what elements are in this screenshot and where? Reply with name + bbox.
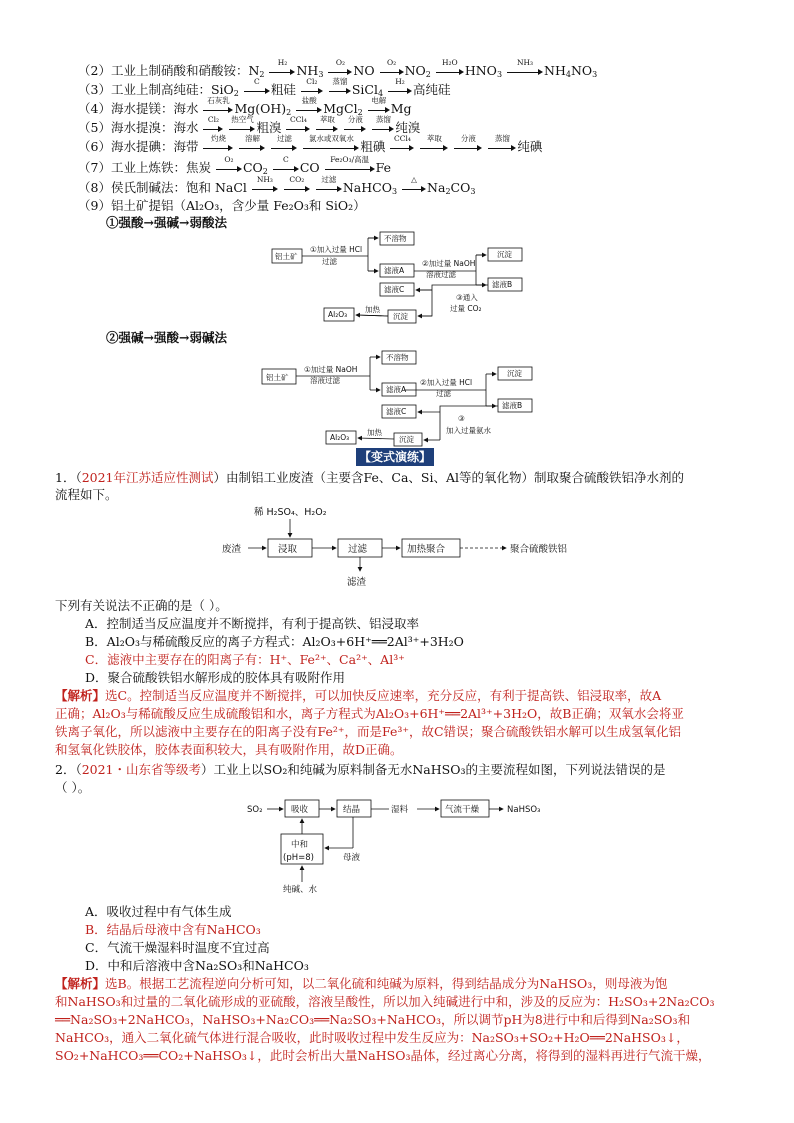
q2-flow-diagram — [245, 796, 575, 896]
q2-analysis-2: 和NaHSO₃和过量的二氧化硫形成的亚硫酸，溶液呈酸性，所以加入纯碱进行中和，涉及的反应为：H₂SO₃+2Na₂CO₃ — [55, 994, 715, 1009]
q2-analysis-5: SO₂+NaHCO₃══CO₂+NaHSO₃↓，此时会析出大量NaHSO₃晶体，经过离心分离，将得到的湿料再进行气流干燥， — [55, 1048, 711, 1063]
arrow: Fe₂O₃/高温 — [325, 160, 375, 175]
arrow: 溶解 — [239, 139, 265, 154]
arrow: 石灰乳 — [203, 101, 233, 116]
step-2-sub: 溶液过滤 — [426, 270, 456, 279]
node-filtrate-c: 滤液C — [386, 407, 407, 416]
step-1-label: ①加过量 NaOH — [304, 365, 358, 374]
q2-option-c: C．气流干燥湿料时温度不宜过高 — [85, 940, 270, 955]
item-7: （7）工业上炼铁：焦炭 O₂ $CO_2$ C CO Fe₂O₃/高温 Fe — [78, 155, 392, 176]
node-bauxite: 铝土矿 — [266, 373, 289, 382]
q2-stem: 2．（2021・山东省等级考）工业上以SO₂和纯碱为原料制备无水NaHSO₃的主要流程如图，下列说法错误的是 — [55, 762, 666, 777]
arrow: 盐酸 — [296, 101, 322, 116]
q1-ask: 下列有关说法不正确的是（ ）。 — [55, 598, 228, 613]
arrow: CCl₄ — [390, 139, 414, 154]
step-2-label: ②加入过量 HCl — [420, 378, 473, 387]
q1-source: 2021年江苏适应性测试 — [81, 470, 214, 485]
node-alumina: Al₂O₃ — [328, 310, 348, 319]
heat-label: 加热 — [365, 305, 380, 314]
practice-banner: 【变式演练】 — [356, 448, 434, 466]
q2-analysis-1: 【解析】选B。根据工艺流程逆向分析可知，以二氧化硫和纯碱为原料，得到结晶成分为NaHSO₃，则母液为饱 — [55, 976, 668, 991]
step-3-label: ③通入 — [456, 293, 478, 302]
item-2: （2）工业上制硝酸和硝酸铵：$N_2$ H₂ $NH_3$ O₂ NO O₂ $NO_2$ H₂O $HNO_3$ NH₃ $NH_4NO_3$ — [78, 58, 598, 79]
heat-label: 加热 — [367, 428, 382, 437]
q2-option-a: A．吸收过程中有气体生成 — [85, 904, 232, 919]
node-precipitate-1: 沉淀 — [507, 369, 522, 378]
q2-analysis-4: NaHCO₃，通入二氧化硫气体进行混合吸收，此时吸收过程中发生反应为：Na₂SO₃+SO₂+H₂O══2NaHSO₃↓， — [55, 1030, 689, 1045]
step-crystallize: 结晶 — [343, 805, 361, 815]
step-leach: 浸取 — [278, 544, 298, 555]
arrow: NH₃ — [507, 63, 543, 78]
node-filtrate-a: 滤液A — [386, 385, 407, 394]
arrow: O₂ — [328, 63, 352, 78]
node-insoluble: 不溶物 — [384, 234, 407, 243]
arrow: 分液 — [454, 139, 482, 154]
soda-water-label: 纯碱、水 — [283, 885, 318, 895]
arrow: CO₂ — [284, 180, 310, 195]
q1-analysis-1: 【解析】选C。控制适当反应温度并不断搅拌，可以加快反应速率，充分反应，有利于提高铁、铝浸取率，故A — [55, 688, 662, 703]
step-1-sub: 溶液过滤 — [310, 376, 340, 385]
node-precipitate-2: 沉淀 — [393, 312, 408, 321]
item-5: （5）海水提溴：海水 Cl₂ 热空气 粗溴 CCl₄ 萃取 分液 蒸馏 纯溴 — [78, 115, 421, 135]
q1-option-c: C．滤液中主要存在的阳离子有：H⁺、Fe²⁺、Ca²⁺、Al³⁺ — [85, 652, 405, 667]
arrow: 热空气 — [229, 120, 255, 135]
arrow: 过滤 — [316, 180, 342, 195]
q2-source: 2021・山东省等级考 — [81, 762, 202, 777]
node-alumina: Al₂O₃ — [330, 433, 350, 442]
q1-flow-diagram — [220, 505, 590, 590]
product-nahso3: NaHSO₃ — [507, 805, 541, 815]
item-3: （3）工业上制高纯硅：SiO$_2$ C 粗硅 Cl₂ 蒸馏 SiCl$_4$ H₂ 高纯硅 — [78, 77, 451, 98]
input-label: 废渣 — [222, 544, 242, 555]
q1-analysis-2: 正确；Al₂O₃与稀硫酸反应生成硫酸铝和水，离子方程式为Al₂O₃+6H⁺══2Al³⁺+3H₂O，故B正确；双氧水会将亚 — [55, 706, 684, 721]
arrow: Cl₂ — [301, 82, 323, 97]
step-1-sub: 过滤 — [322, 257, 337, 266]
arrow: 蒸馏 — [372, 120, 394, 135]
q1-option-b: B．Al₂O₃与稀硫酸反应的离子方程式：Al₂O₃+6H⁺══2Al³⁺+3H₂O — [85, 634, 464, 649]
item-8: （8）侯氏制碱法：饱和 NaCl NH₃ CO₂ 过滤 NaHCO$_3$ △ $Na_2CO_3$ — [78, 175, 476, 196]
q1-analysis-4: 和氢氧化铁胶体，胶体表面积较大，具有吸附作用，故D正确。 — [55, 742, 403, 757]
q2-stem-2: （ ）。 — [55, 780, 91, 795]
arrow: 氯水或双氧水 — [303, 139, 359, 154]
arrow: 灼烧 — [203, 139, 233, 154]
method-1-title: ①强酸→强碱→弱酸法 — [106, 215, 227, 230]
step-3-sub: 过量 CO₂ — [450, 304, 482, 313]
arrow: O₂ — [216, 160, 242, 175]
step-neutralize: 中和 — [291, 840, 309, 850]
product-label: 聚合硫酸铁铝 — [510, 544, 568, 555]
item-6: （6）海水提碘：海带 灼烧 溶解 过滤 氯水或双氧水 粗碘 CCl₄ 萃取 分液 蒸馏 纯碘 — [78, 134, 543, 154]
method-2-title: ②强碱→强酸→弱碱法 — [106, 330, 227, 345]
item-4: （4）海水提镁：海水 石灰乳 $Mg(OH)_2$ 盐酸 MgCl$_2$ 电解 Mg — [78, 96, 412, 117]
mother-liquor-label: 母液 — [343, 853, 361, 863]
step-absorb: 吸收 — [291, 805, 309, 815]
step-3-sub: 加入过量氨水 — [446, 426, 491, 435]
flow-diagram-1 — [270, 228, 540, 328]
arrow: H₂ — [269, 63, 295, 78]
node-filtrate-c: 滤液C — [384, 285, 405, 294]
arrow: 过滤 — [271, 139, 297, 154]
arrow: C — [273, 160, 299, 175]
arrow: 蒸馏 — [329, 82, 351, 97]
wet-material-label: 湿料 — [391, 805, 409, 815]
arrow: H₂O — [436, 63, 464, 78]
step-2-label: ②加过量 NaOH — [422, 259, 476, 268]
node-bauxite: 铝土矿 — [275, 252, 298, 261]
node-insoluble: 不溶物 — [386, 353, 409, 362]
reagent-label: 稀 H₂SO₄、H₂O₂ — [254, 507, 327, 518]
arrow: CCl₄ — [286, 120, 310, 135]
arrow: O₂ — [380, 63, 404, 78]
arrow: C — [244, 82, 270, 97]
step-polymerize: 加热聚合 — [407, 544, 446, 555]
step-filter: 过滤 — [348, 544, 368, 555]
step-2-sub: 过滤 — [436, 389, 451, 398]
neutralize-ph: (pH=8) — [283, 853, 314, 863]
node-filtrate-b: 滤液B — [492, 280, 513, 289]
arrow: 萃取 — [420, 139, 448, 154]
item-9: （9）铝土矿提铝（Al₂O₃，含少量 Fe₂O₃和 SiO₂） — [78, 198, 366, 213]
arrow: △ — [402, 180, 426, 195]
q1-analysis-3: 铁离子氧化，所以滤液中主要存在的阳离子没有Fe²⁺，而是Fe³⁺，故C错误；聚合硫酸铁铝水解可以生成氢氧化铝 — [55, 724, 682, 739]
residue-label: 滤渣 — [347, 577, 367, 588]
arrow: H₂ — [388, 82, 412, 97]
q1-option-d: D．聚合硫酸铁铝水解形成的胶体具有吸附作用 — [85, 670, 346, 685]
q2-option-b: B．结晶后母液中含有NaHCO₃ — [85, 922, 261, 937]
step-1-label: ①加入过量 HCl — [310, 245, 363, 254]
q1-stem-2: 流程如下。 — [55, 487, 118, 502]
arrow: NH₃ — [252, 180, 278, 195]
arrow: 蒸馏 — [488, 139, 516, 154]
node-filtrate-a: 滤液A — [384, 266, 405, 275]
step-air-dry: 气流干燥 — [445, 805, 480, 815]
q2-option-d: D．中和后溶液中含Na₂SO₃和NaHCO₃ — [85, 958, 309, 973]
arrow: 分液 — [344, 120, 366, 135]
input-so2: SO₂ — [247, 805, 263, 815]
arrow: 萃取 — [316, 120, 338, 135]
arrow: Cl₂ — [203, 120, 223, 135]
q1-option-a: A．控制适当反应温度并不断搅拌，有利于提高铁、铝浸取率 — [85, 616, 420, 631]
node-precipitate-1: 沉淀 — [497, 250, 512, 259]
node-precipitate-2: 沉淀 — [399, 435, 414, 444]
flow-diagram-2 — [260, 345, 540, 450]
q2-analysis-3: ══Na₂SO₃+2NaHCO₃，NaHSO₃+Na₂CO₃══Na₂SO₃+NaHCO₃，所以调节pH为8进行中和后得到Na₂SO₃和 — [55, 1012, 691, 1027]
node-filtrate-b: 滤液B — [502, 401, 523, 410]
q1-stem: 1．（2021年江苏适应性测试）由制铝工业废渣（主要含Fe、Ca、Si、Al等的氧化物）制取聚合硫酸铁铝净水剂的 — [55, 470, 685, 485]
arrow: 电解 — [368, 101, 390, 116]
step-3-label: ③ — [458, 414, 465, 423]
